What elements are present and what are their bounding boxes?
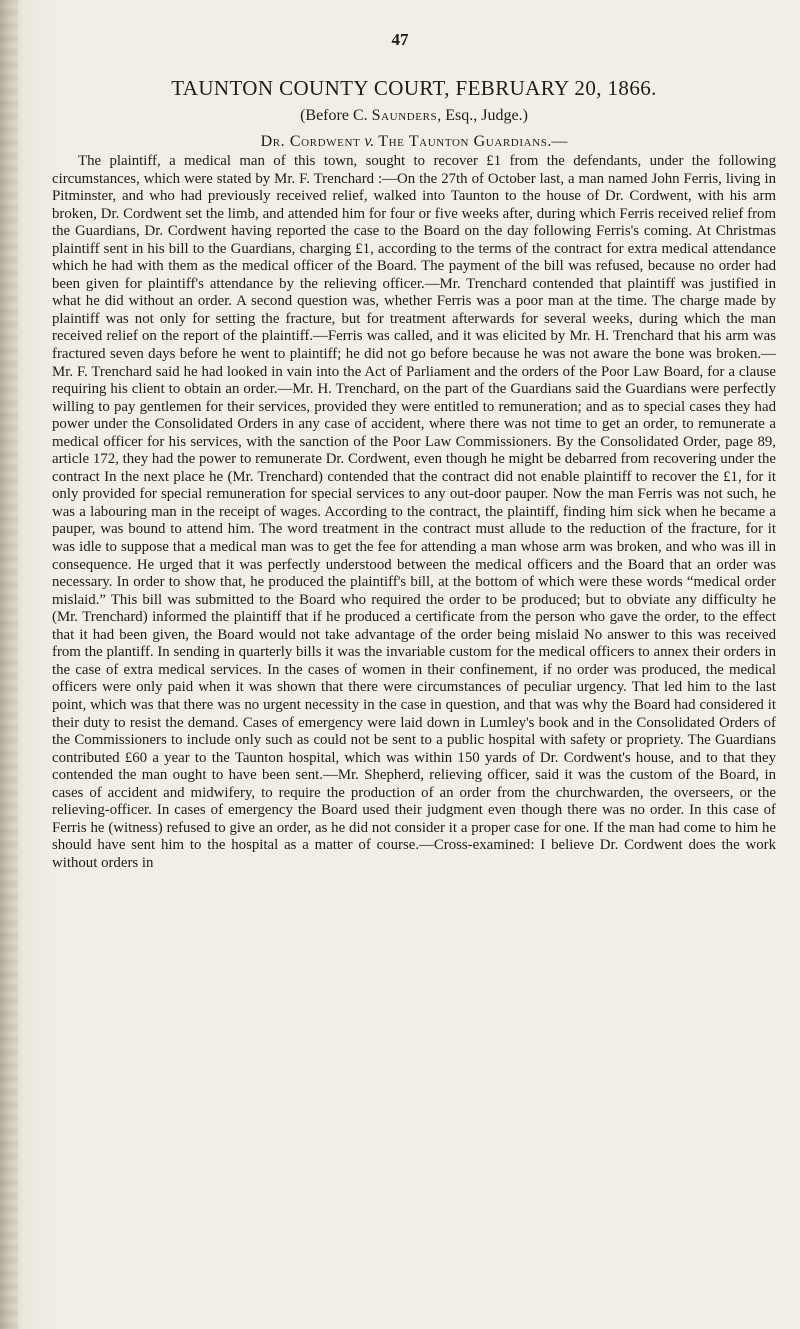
case-defendant: The Taunton Guardians <box>378 133 548 150</box>
article <box>52 76 776 872</box>
judge-line-prefix: (Before C. <box>300 107 372 124</box>
article-title: TAUNTON COUNTY COURT, FEBRUARY 20, 1866. <box>171 76 657 100</box>
case-versus: v. <box>360 133 379 150</box>
page-edge-shadow <box>0 0 18 1329</box>
article-body: The plaintiff, a medical man of this town, sought to recover £1 from the defendants, under the following circumstances, which were stated by Mr. F. Trenchard :—On the 27th of October last, a man named John Ferris, living in Pitminster, and who had previously received relief, walked into Taunton to the house of Dr. Cordwent, with his arm broken, Dr. Cordwent set the limb, and attended him for four or five weeks after, during which Ferris received relief from the Guardians, Dr. Cordwent having reported the case to the Board on the day following Ferris's coming. At Christmas plaintiff sent in his bill to the Guardians, charging £1, according to the terms of the contract for extra medical attendance which he had with them as the medical officer of the Board. The payment of the bill was refused, because no order had been given for plaintiff's attendance by the relieving officer.—Mr. Trenchard contended that plaintiff was justified in what he did without an order. A second question was, whether Ferris was a poor man at the time. The charge made by plaintiff was not only for setting the fracture, but for treatment afterwards for several weeks, during which the man received relief on the report of the plaintiff.—Ferris was called, and it was elicited by Mr. H. Trenchard that his arm was fractured seven days before he went to plaintiff; he did not go before because he was not aware the bone was broken.—Mr. F. Trenchard said he had looked in vain into the Act of Parliament and the orders of the Poor Law Board, for a clause requiring his client to obtain an order.—Mr. H. Trenchard, on the part of the Guardians said the Guardians were perfectly willing to pay gentlemen for their services, provided they were entitled to remuneration; and as to special cases they had power under the Consolidated Orders in any case of accident, where there was not time to get an order, to remunerate a medical officer for his services, with the sanction of the Poor Law Commissioners. By the Consolidated Order, page 89, article 172, they had the power to remunerate Dr. Cordwent, even though he might be debarred from recovering under the contract In the next place he (Mr. Trenchard) contended that the contract did not enable plaintiff to recover the £1, for it only provided for special remuneration for special services to any out-door pauper. Now the man Ferris was not such, he was a labouring man in the receipt of wages. According to the contract, the plaintiff, finding him sick when he became a pauper, was bound to attend him. The word treatment in the contract must allude to the reduction of the fracture, for it was idle to suppose that a medical man was to get the fee for attending a man whose arm was broken, and who was ill in consequence. He urged that it was perfectly understood between the medical officers and the Board that an order was necessary. In order to show that, he produced the plaintiff's bill, at the bottom of which were these words “medical order mislaid.” This bill was submitted to the Board who required the order to be produced; but to obviate any difficulty he (Mr. Trenchard) informed the plaintiff that if he produced a certificate from the person who gave the order, to the effect that it had been given, the Board would not take advantage of the order being mislaid No answer to this was received from the plantiff. In sending in quarterly bills it was the invariable custom for the medical officers to annex their orders in the case of extra medical services. In the cases of women in their confinement, if no order was produced, the medical officers were only paid when it was shown that there were circumstances of peculiar urgency. That led him to the last point, which was that there was no urgent necessity in the case in question, and that was why the Board had considered it their duty to resist the demand. Cases of emergency were laid down in Lumley's book and in the Consolidated Orders of the Commissioners to include only such as could not be sent to a public hospital with safety or propriety. The Guardians contributed £60 a year to the Taunton hospital, which was within 150 yards of Dr. Cordwent's house, and to that they contended the man ought to have been sent.—Mr. Shepherd, relieving officer, said it was the custom of the Board, in cases of accident and midwifery, to require the production of an order from the churchwarden, the overseers, or the relieving-officer. In cases of emergency the Board used their judgment even though there was no order. In this case of Ferris he (witness) refused to give an order, as he did not consider it a proper case for one. If the man had come to him he should have sent him to the hospital as a matter of course.—Cross-examined: I believe Dr. Cordwent does the work without orders in <box>52 153 776 871</box>
page-number: 47 <box>391 30 409 49</box>
judge-name: Saunders <box>371 107 438 124</box>
case-dash: .— <box>547 133 568 150</box>
judge-line-suffix: , Esq., Judge.) <box>437 107 528 124</box>
case-plaintiff: Dr. Cordwent <box>260 133 361 150</box>
judge-line <box>52 107 776 125</box>
case-heading <box>52 133 776 151</box>
